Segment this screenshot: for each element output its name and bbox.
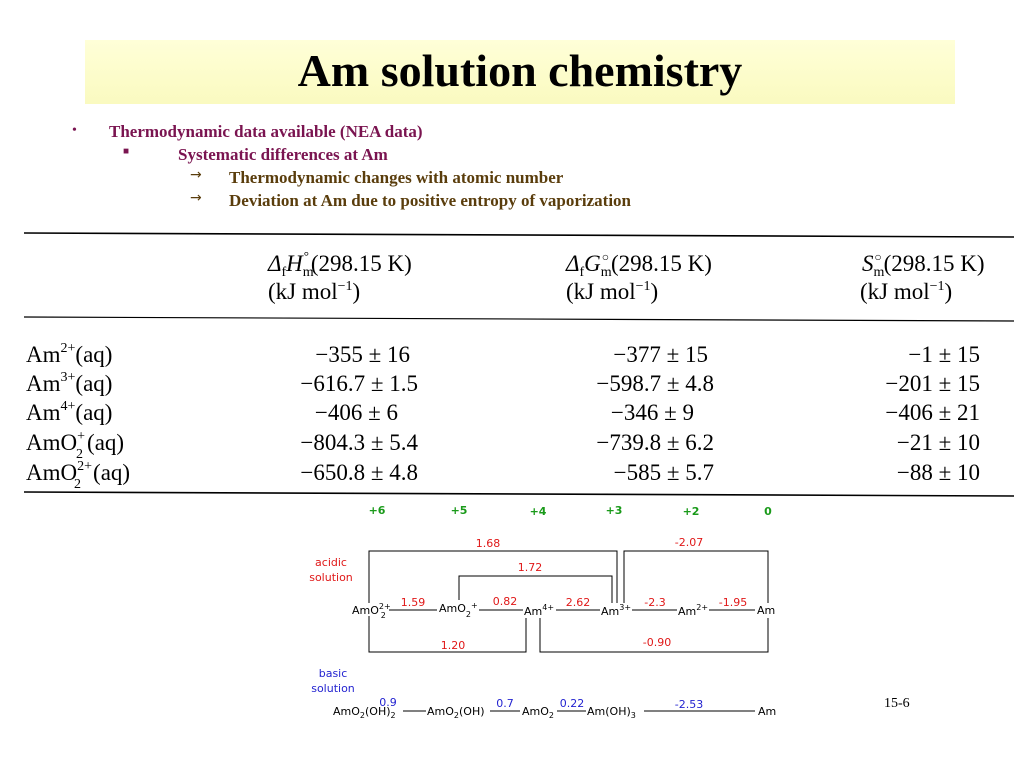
gibbs-value: −377 ± 15 [613, 342, 708, 367]
table-rule-bottom [24, 492, 1014, 496]
enthalpy-value: −406 ± 6 [314, 400, 398, 425]
page-number: 15-6 [884, 696, 910, 711]
acidic-potentials [401, 536, 747, 652]
gibbs-value: −346 ± 9 [610, 400, 694, 425]
enthalpy-value: −804.3 ± 5.4 [300, 430, 418, 455]
header-unit: (kJ mol$^{-1}$) [860, 279, 953, 304]
basic-label: solution [311, 682, 355, 695]
species-amo2-plus: AmO$_2$+ [439, 601, 478, 619]
entropy-value: −21 ± 10 [896, 430, 980, 455]
species-amo2oh2: $AmO_2(OH)_2$ [333, 705, 396, 720]
header-cell: $S_m○(298.15$ K) [862, 250, 985, 280]
acidic-label: acidic [315, 556, 347, 569]
bullet-level2: Systematic differences at Am [178, 145, 388, 164]
bullet-level1: Thermodynamic data available (NEA data) [109, 122, 423, 141]
entropy-value: −201 ± 15 [885, 371, 980, 396]
enthalpy-value: −355 ± 16 [315, 342, 410, 367]
species-label: AmO+ 2 (aq) [26, 429, 125, 462]
slide-title: Am solution chemistry [297, 45, 743, 96]
table-row [26, 341, 980, 367]
potential-value: 1.72 [517, 561, 543, 574]
table-body [26, 341, 980, 492]
header-cell: $\Delta_fH_m^\circ(298.15$ K) [268, 248, 412, 280]
ox-state-label: +6 [368, 504, 386, 517]
potential-value: 2.62 [565, 596, 591, 609]
header-unit: (kJ mol$^{-1}$) [566, 279, 659, 304]
species-am2plus: $Am^{2+}$ [678, 603, 709, 618]
species-label: $Am^{4+}(aq)$ [26, 399, 113, 425]
enthalpy-value: −650.8 ± 4.8 [300, 460, 418, 485]
species-am4plus: $Am^{4+}$ [524, 603, 555, 618]
basic-species [333, 705, 776, 720]
gibbs-value: −598.7 ± 4.8 [596, 371, 714, 396]
table-row [26, 459, 980, 492]
entropy-value: −1 ± 15 [908, 342, 980, 367]
ox-state-label: +5 [450, 504, 468, 517]
species-am3plus: $Am^{3+}$ [601, 603, 632, 618]
table-row [26, 429, 980, 462]
bullet-level3-a: Thermodynamic changes with atomic number [229, 168, 564, 187]
entropy-value: −406 ± 21 [885, 400, 980, 425]
header-entropy [860, 250, 985, 304]
table-rule-mid [24, 317, 1014, 321]
potential-value: -2.53 [674, 698, 704, 711]
species-amo2-2plus: AmO$^{2+}$ 2 [352, 602, 391, 620]
table-row [26, 399, 980, 425]
header-cell: $\Delta_fG_m○(298.15$ K) [566, 250, 712, 280]
ox-state-label: +2 [682, 505, 700, 518]
entropy-value: −88 ± 10 [896, 460, 980, 485]
potential-value: 0.7 [496, 697, 514, 710]
potential-value: -2.3 [644, 596, 666, 609]
bullet-square-icon: ■ [123, 146, 130, 157]
potential-value: 1.68 [475, 537, 501, 550]
potential-value: 0.82 [492, 595, 518, 608]
arrow-right-icon: → [190, 190, 202, 206]
species-am-basic: Am [758, 705, 777, 718]
ox-state-label: +3 [605, 504, 623, 517]
species-label: AmO$^{2+}$ 2 (aq) [26, 459, 131, 492]
potential-value: 1.20 [440, 639, 466, 652]
species-amoh3: $Am(OH)_3$ [587, 705, 636, 720]
latimer-diagram [309, 504, 776, 720]
species-label: $Am^{2+}(aq)$ [26, 341, 113, 367]
table-row [26, 370, 980, 396]
ox-state-label: 0 [764, 505, 772, 518]
header-gibbs [565, 250, 712, 304]
potential-value: 1.59 [400, 596, 426, 609]
bullet-level3-b: Deviation at Am due to positive entropy of vaporization [229, 191, 632, 210]
arrow-right-icon: → [190, 167, 202, 183]
acidic-label: solution [309, 571, 353, 584]
potential-value: 0.22 [559, 697, 585, 710]
bullet-dot-icon: • [72, 123, 77, 138]
species-am: Am [757, 604, 776, 617]
gibbs-value: −585 ± 5.7 [613, 460, 714, 485]
species-amo2oh: AmO$_2$(OH) [427, 705, 485, 720]
gibbs-value: −739.8 ± 6.2 [596, 430, 714, 455]
basic-label: basic [318, 667, 348, 680]
ox-state-label: +4 [529, 505, 547, 518]
potential-value: -1.95 [718, 596, 748, 609]
header-enthalpy [267, 248, 412, 304]
potential-value: 0.9 [379, 696, 397, 709]
oxidation-states [369, 504, 773, 518]
potential-value: -0.90 [642, 636, 672, 649]
table-rule-top [24, 233, 1014, 237]
species-label: $Am^{3+}(aq)$ [26, 370, 113, 396]
potential-value: -2.07 [674, 536, 704, 549]
species-amo2: AmO$_2$ [522, 705, 554, 720]
header-unit: (kJ mol$^{-1}$) [268, 279, 361, 304]
enthalpy-value: −616.7 ± 1.5 [300, 371, 418, 396]
